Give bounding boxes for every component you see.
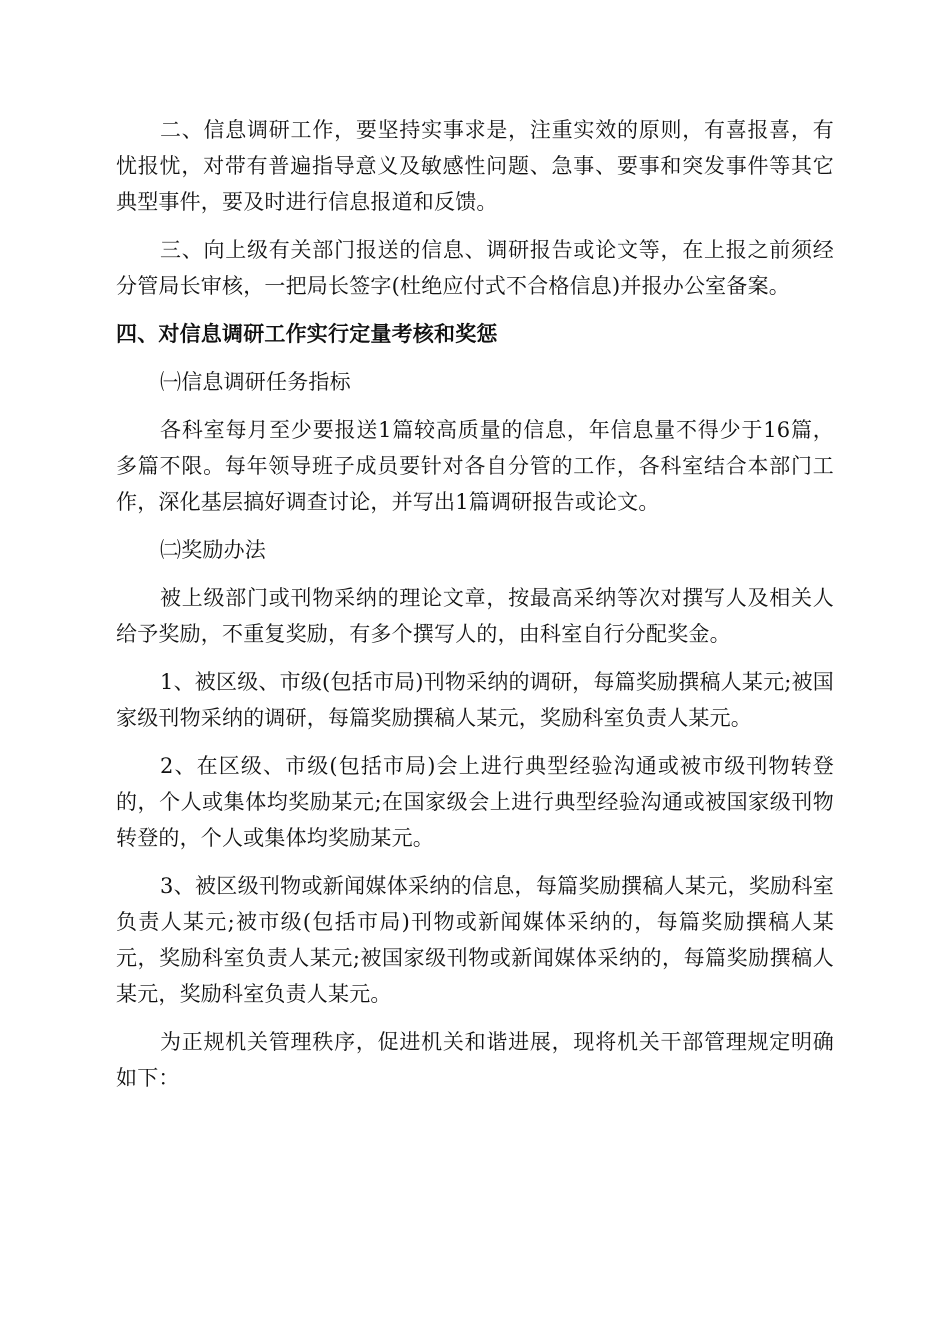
paragraph-targets: 各科室每月至少要报送1篇较高质量的信息，年信息量不得少于16篇，多篇不限。每年领导班子成员要针对各自分管的工作，各科室结合本部门工作，深化基层搞好调查讨论，并写出1篇调研报告或论文。 — [116, 418, 834, 514]
reward-item-2: 2、在区级、市级(包括市局)会上进行典型经验沟通或被市级刊物转登的，个人或集体均奖励某元;在国家级会上进行典型经验沟通或被国家级刊物转登的，个人或集体均奖励某元。 — [116, 754, 834, 850]
subsection-title-targets: ㈠信息调研任务指标 — [160, 370, 351, 394]
paragraph-closing: 为正规机关管理秩序，促进机关和谐进展，现将机关干部管理规定明确如下： — [116, 1030, 834, 1090]
subsection-title-rewards: ㈡奖励办法 — [160, 538, 266, 562]
paragraph-info-research-principle: 二、信息调研工作，要坚持实事求是，注重实效的原则，有喜报喜，有忧报忧，对带有普遍指导意义及敏感性问题、急事、要事和突发事件等其它典型事件，要及时进行信息报道和反馈。 — [116, 118, 834, 214]
paragraph-reporting-review: 三、向上级有关部门报送的信息、调研报告或论文等，在上报之前须经分管局长审核，一把局长签字(杜绝应付式不合格信息)并报办公室备案。 — [116, 238, 834, 298]
reward-item-3: 3、被区级刊物或新闻媒体采纳的信息，每篇奖励撰稿人某元，奖励科室负责人某元;被市级(包括市局)刊物或新闻媒体采纳的，每篇奖励撰稿人某元，奖励科室负责人某元;被国家级刊物或新闻媒体采纳的，每篇奖励撰稿人某元，奖励科室负责人某元。 — [116, 874, 834, 1006]
document-body — [116, 112, 834, 1096]
section-heading: 四、对信息调研工作实行定量考核和奖惩 — [116, 322, 498, 346]
reward-item-1: 1、被区级、市级(包括市局)刊物采纳的调研，每篇奖励撰稿人某元;被国家级刊物采纳的调研，每篇奖励撰稿人某元，奖励科室负责人某元。 — [116, 670, 834, 730]
paragraph-rewards-intro: 被上级部门或刊物采纳的理论文章，按最高采纳等次对撰写人及相关人给予奖励，不重复奖励，有多个撰写人的，由科室自行分配奖金。 — [116, 586, 834, 646]
